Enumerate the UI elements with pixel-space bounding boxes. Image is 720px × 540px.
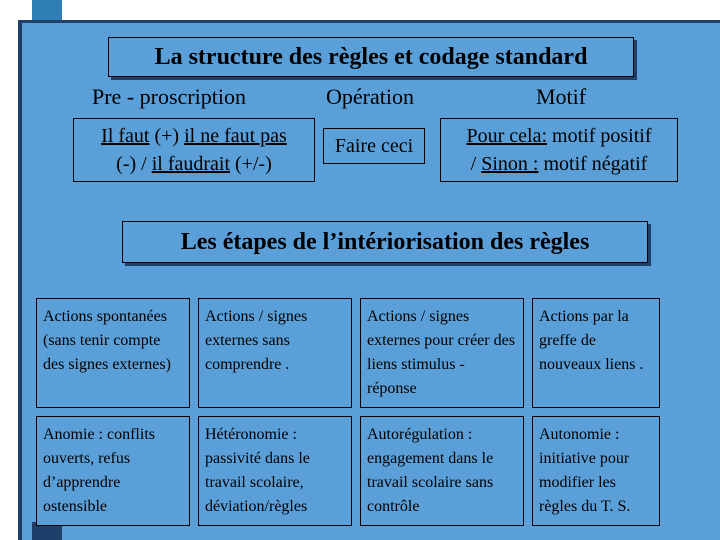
table-cell: Actions spontanées (sans tenir compte des signes externes) (36, 298, 190, 408)
table-cell: Autorégulation : engagement dans le travail scolaire sans contrôle (360, 416, 524, 526)
decorative-tab-top (32, 0, 62, 22)
pre-text-il-faut: Il faut (101, 125, 150, 147)
motif-text-sinon: Sinon : (481, 153, 539, 175)
pre-text-plus: (+) (149, 125, 185, 147)
table-row (36, 298, 660, 408)
table-cell: Actions par la greffe de nouveaux liens . (532, 298, 660, 408)
pre-proscription-box (73, 118, 315, 182)
operation-box (323, 128, 425, 164)
pre-text-il-faudrait: il faudrait (151, 153, 231, 175)
table-cell: Autonomie : initiative pour modifier les règles du T. S. (532, 416, 660, 526)
table-cell: Hétéronomie : passivité dans le travail scolaire, déviation/règles (198, 416, 352, 526)
operation-text: Faire ceci (334, 135, 414, 157)
header-operation: Opération (326, 84, 414, 109)
table-cell: Anomie : conflits ouverts, refus d’apprendre ostensible (36, 416, 190, 526)
pre-text-il-ne-faut-pas: il ne faut pas (184, 125, 287, 147)
pre-text-plus-minus: (+/-) (230, 153, 272, 175)
motif-text-pour-cela: Pour cela: (466, 125, 548, 147)
table-cell: Actions / signes externes sans comprendre . (198, 298, 352, 408)
table-cell: Actions / signes externes pour créer des liens stimulus - réponse (360, 298, 524, 408)
header-pre-proscription: Pre - proscription (92, 84, 246, 109)
motif-text-positif: motif positif (547, 125, 652, 147)
motif-text-negatif: motif négatif (538, 153, 648, 175)
steps-title: Les étapes de l’intériorisation des règles (122, 221, 648, 263)
slide-title: La structure des règles et codage standard (108, 37, 634, 77)
header-motif: Motif (536, 84, 587, 109)
steps-table (28, 290, 668, 534)
motif-box (440, 118, 678, 182)
pre-text-minus: (-) / (116, 153, 152, 175)
motif-text-slash: / (470, 153, 482, 175)
table-row (36, 416, 660, 526)
